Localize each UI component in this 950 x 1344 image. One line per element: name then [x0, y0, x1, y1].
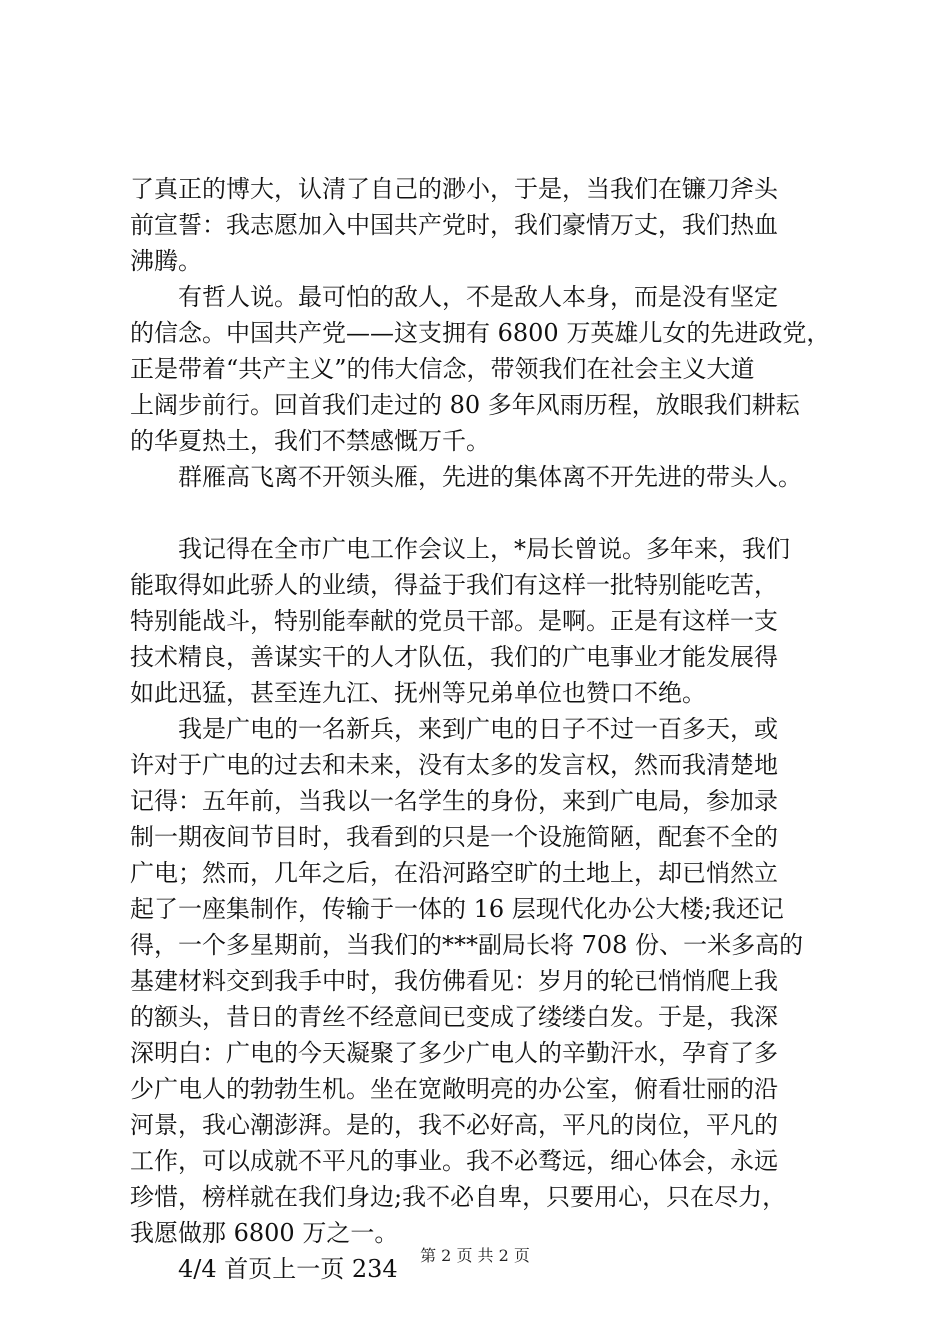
blank-line [130, 495, 830, 531]
text-line: 制一期夜间节目时，我看到的只是一个设施简陋，配套不全的 [130, 823, 778, 851]
text-line: 起了一座集制作，传输于一体的 16 层现代化办公大楼;我还记 [130, 895, 784, 923]
paragraph-1 [130, 171, 830, 279]
text-line: 我愿做那 6800 万之一。 [130, 1219, 399, 1247]
text-line: 群雁高飞离不开领头雁，先进的集体离不开先进的带头人。 [178, 463, 802, 491]
text-line: 我记得在全市广电工作会议上，*局长曾说。多年来，我们 [178, 535, 790, 563]
text-line: 了真正的博大，认清了自己的渺小，于是，当我们在镰刀斧头 [130, 175, 778, 203]
text-line: 深明白：广电的今天凝聚了多少广电人的辛勤汗水，孕育了多 [130, 1039, 778, 1067]
text-line: 上阔步前行。回首我们走过的 80 多年风雨历程，放眼我们耕耘 [130, 391, 800, 419]
paragraph-4 [130, 531, 830, 711]
text-line: 前宣誓：我志愿加入中国共产党时，我们豪情万丈，我们热血 [130, 211, 778, 239]
document-body [130, 171, 830, 1287]
page-footer [0, 1246, 950, 1266]
text-line: 的华夏热土，我们不禁感慨万千。 [130, 427, 490, 455]
text-line: 的额头，昔日的青丝不经意间已变成了缕缕白发。于是，我深 [130, 1003, 778, 1031]
text-line: 特别能战斗，特别能奉献的党员干部。是啊。正是有这样一支 [130, 607, 778, 635]
text-line: 许对于广电的过去和未来，没有太多的发言权，然而我清楚地 [130, 751, 778, 779]
text-line: 记得：五年前，当我以一名学生的身份，来到广电局，参加录 [130, 787, 778, 815]
text-line: 技术精良，善谋实干的人才队伍，我们的广电事业才能发展得 [130, 643, 778, 671]
text-line: 如此迅猛，甚至连九江、抚州等兄弟单位也赞口不绝。 [130, 679, 706, 707]
text-line: 我是广电的一名新兵，来到广电的日子不过一百多天，或 [178, 715, 778, 743]
paragraph-3 [130, 459, 830, 495]
text-line: 能取得如此骄人的业绩，得益于我们有这样一批特别能吃苦， [130, 571, 778, 599]
page-number-label: 第 2 页 共 2 页 [420, 1246, 530, 1265]
text-line: 基建材料交到我手中时，我仿佛看见：岁月的轮已悄悄爬上我 [130, 967, 778, 995]
paragraph-2 [130, 279, 830, 459]
text-line: 得，一个多星期前，当我们的***副局长将 708 份、一米多高的 [130, 931, 804, 959]
text-line: 珍惜，榜样就在我们身边;我不必自卑，只要用心，只在尽力， [130, 1183, 787, 1211]
text-line: 正是带着“共产主义”的伟大信念，带领我们在社会主义大道 [130, 355, 755, 383]
text-line: 少广电人的勃勃生机。坐在宽敞明亮的办公室，俯看壮丽的沿 [130, 1075, 778, 1103]
text-line: 沸腾。 [130, 247, 202, 275]
text-line: 广电；然而，几年之后，在沿河路空旷的土地上，却已悄然立 [130, 859, 778, 887]
text-line: 河景，我心潮澎湃。是的，我不必好高，平凡的岗位，平凡的 [130, 1111, 778, 1139]
text-line: 工作，可以成就不平凡的事业。我不必骛远，细心体会，永远 [130, 1147, 778, 1175]
pagination-text: 4/4 首页上一页 234 [178, 1255, 398, 1283]
text-line: 有哲人说。最可怕的敌人，不是敌人本身，而是没有坚定 [178, 283, 778, 311]
paragraph-5 [130, 711, 830, 1251]
text-line: 的信念。中国共产党——这支拥有 6800 万英雄儿女的先进政党， [130, 319, 831, 347]
